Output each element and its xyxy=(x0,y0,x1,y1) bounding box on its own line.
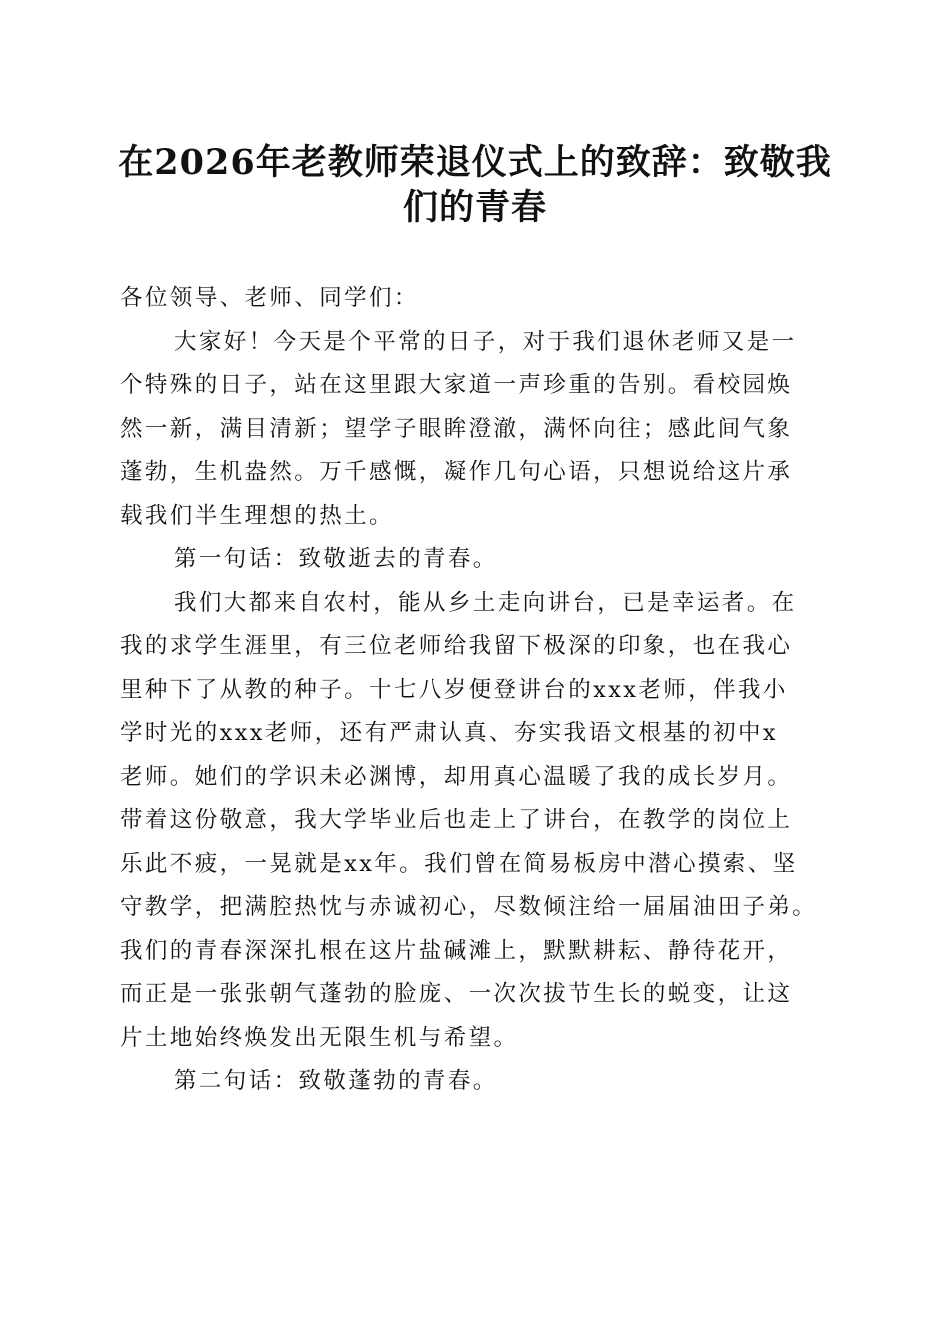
text-line: 蓬勃，生机盎然。万千感慨，凝作几句心语，只想说给这片承 xyxy=(120,459,793,485)
text-line: 我的求学生涯里，有三位老师给我留下极深的印象，也在我心 xyxy=(120,633,793,659)
paragraph-greeting xyxy=(120,321,835,539)
text-line: 学时光的xxx老师，还有严肃认真、夯实我语文根基的初中x xyxy=(120,720,778,746)
text-line: 第一句话：致敬逝去的青春。 xyxy=(174,546,498,572)
section-heading-first xyxy=(120,538,835,582)
text-line: 第二句话：致敬蓬勃的青春。 xyxy=(174,1068,498,1094)
text-line: 载我们半生理想的热土。 xyxy=(120,502,394,529)
document-body xyxy=(120,277,835,1104)
document-title xyxy=(110,140,840,230)
text-line: 我们大都来自农村，能从乡土走向讲台，已是幸运者。在 xyxy=(174,589,797,616)
salutation-line: 各位领导、老师、同学们： xyxy=(120,285,419,311)
section-heading-second xyxy=(120,1060,835,1104)
text-line: 而正是一张张朝气蓬勃的脸庞、一次次拔节生长的蜕变，让这 xyxy=(120,981,793,1007)
paragraph-first-section xyxy=(120,582,835,1061)
title-line-1: 在2026年老教师荣退仪式上的致辞：致敬我 xyxy=(118,142,832,183)
text-line: 带着这份敬意，我大学毕业后也走上了讲台，在教学的岗位上 xyxy=(120,807,793,833)
text-line: 里种下了从教的种子。十七八岁便登讲台的xxx老师，伴我小 xyxy=(120,676,788,703)
text-line: 乐此不疲，一晃就是xx年。我们曾在简易板房中潜心摸索、坚 xyxy=(120,850,798,877)
text-line: 老师。她们的学识未必渊博，却用真心温暖了我的成长岁月。 xyxy=(120,763,793,790)
text-line: 大家好！今天是个平常的日子，对于我们退休老师又是一 xyxy=(174,328,797,355)
text-line: 个特殊的日子，站在这里跟大家道一声珍重的告别。看校园焕 xyxy=(120,372,793,398)
text-line: 片土地始终焕发出无限生机与希望。 xyxy=(120,1024,519,1051)
salutation xyxy=(120,277,835,321)
text-line: 守教学，把满腔热忱与赤诚初心，尽数倾注给一届届油田子弟。 xyxy=(120,894,818,920)
text-line: 然一新，满目清新；望学子眼眸澄澈，满怀向往；感此间气象 xyxy=(120,415,793,442)
title-line-2: 们的青春 xyxy=(402,187,547,228)
text-line: 我们的青春深深扎根在这片盐碱滩上，默默耕耘、静待花开， xyxy=(120,937,793,964)
